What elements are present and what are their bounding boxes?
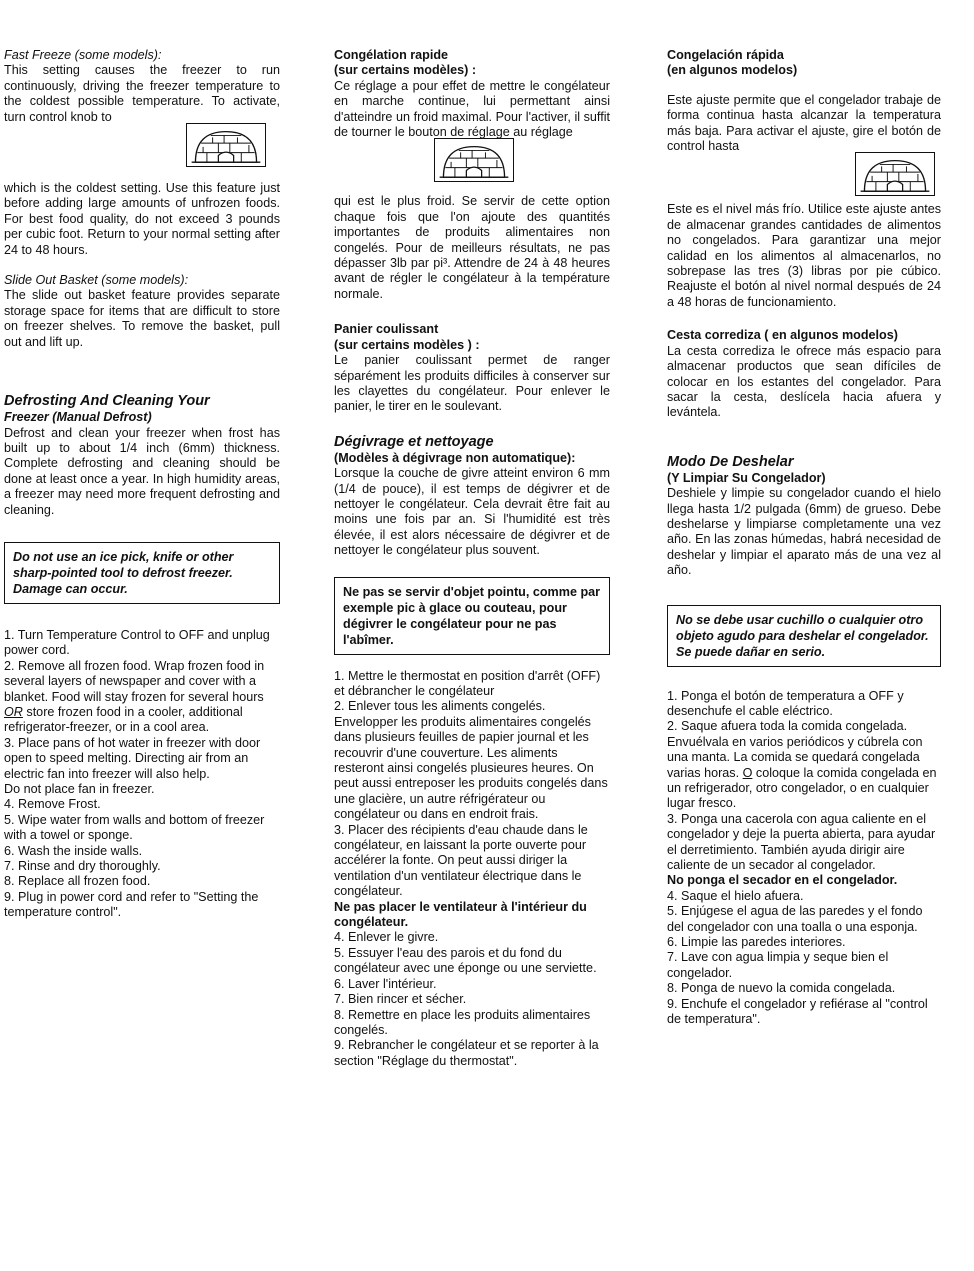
step-2: 2. Remove all frozen food. Wrap frozen food in several layers of newspaper and cover with a blanket. Food will stay frozen for several hours OR store frozen food in a cooler, additional refrigerator-freezer, or in a cool area. [4,658,265,735]
fr-cong-sub: (sur certains modèles) : [334,63,477,78]
fr-defrost-steps [334,669,610,1070]
defrost-text: Defrost and clean your freezer when frost has built up to about 1/4 inch (6mm) thickness. Complete defrosting and cleaning should be done at least once a year. In high humidity areas, a freezer may need more frequent defrosting and cleaning. [4,425,280,517]
fr-warning-box: Ne pas se servir d'objet pointu, comme par exemple pic à glace ou couteau, pour dégivrer le congélateur pour ne pas l'abîmer. [334,577,610,655]
fr-degivrage-title: Dégivrage et nettoyage [334,433,494,450]
es-step-6: 6. Limpie las paredes interiores. [667,935,846,950]
fr-step-8: 8. Remettre en place les produits alimentaires congelés. [334,1007,591,1037]
step-3: 3. Place pans of hot water in freezer with door open to speed melting. Directing air from an electric fan into freezer will also help. Do not place fan in freezer. [4,735,261,796]
english-column [4,30,280,921]
es-cong-sub: (en algunos modelos) [667,63,798,78]
fr-panier-text: Le panier coulissant permet de ranger séparément les produits difficiles à conserver sur les clayettes du congélateur. Pour enlever le panier, le tirer en le soulevant. [334,353,610,414]
step-4: 4. Remove Frost. [4,797,101,812]
fr-step-3: 3. Placer des récipients d'eau chaude dans le congélateur, en laissant la porte ouverte pour accélérer la fonte. On peut aussi diriger la ventilation d'un ventilateur électrique dans le congélateur. Ne pas placer le ventilateur à l'intérieur du congélateur. [334,822,588,930]
fr-step-5: 5. Essuyer l'eau des parois et du fond du congélateur avec une éponge ou une serviette. [334,945,597,976]
es-step-7: 7. Lave con agua limpia y seque bien el congelador. [667,950,889,980]
fast-freeze-text: This setting causes the freezer to run continuously, driving the freezer temperature to the coldest possible temperature. To activate, turn control knob to [4,63,280,124]
step-6: 6. Wash the inside walls. [4,843,143,858]
igloo-icon [186,123,266,167]
french-column [334,30,610,1069]
es-step-2: 2. Saque afuera toda la comida congelada. Envuélvala en varios periódicos y cúbrela con una manta. La comida se quedará congelada varias horas. O coloque la comida congelada en un refrigerador, otro congelador, o en cualquier lugar fresco. [667,719,937,811]
fast-freeze-title: Fast Freeze (some models): [4,48,162,62]
fr-step-9: 9. Rebrancher le congélateur et se reporter à la section "Réglage du thermostat". [334,1038,599,1068]
slide-basket-text: The slide out basket feature provides separate storage space for items that are difficult to store on freezer shelves. To remove the basket, pull out and lift up. [4,288,280,349]
es-deshelar-text: Deshiele y limpie su congelador cuando el hielo llega hasta 1/2 pulgada (6mm) de grueso. Debe deshelarse y limpiarse completamente una vez año. En las zonas húmedas, habrá necesidad de deshelar y limpiar el aparato más de una vez al año. [667,486,941,578]
fr-cong-after: qui est le plus froid. Se servir de cette option chaque fois que l'on ajoute des quantités importantes de produits alimentaires non congelés. Pour de meilleurs résultats, ne pas dépasser 3lb par pi³. Attendre de 24 à 48 heures avant de régler le congélateur à la température normale. [334,194,610,301]
step-5: 5. Wipe water from walls and bottom of freezer with a towel or sponge. [4,812,265,843]
es-step-3: 3. Ponga una cacerola con agua caliente en el congelador y deje la puerta abierta, para ayudar el derretimiento. También ayuda dirigir aire caliente de un secador al congelador. No ponga el secador en el congelador. [667,811,936,888]
es-cesta-title: Cesta corrediza ( en algunos modelos) [667,328,898,343]
fr-degivrage-sub: (Modèles à dégivrage non automatique): [334,450,576,465]
step-1: 1. Turn Temperature Control to OFF and unplug power cord. [4,627,270,658]
es-defrost-steps [667,689,941,1028]
es-warning-box: No se debe usar cuchillo o cualquier otro objeto agudo para deshelar el congelador. Se puede dañar en serio. [667,605,941,667]
warning-box: Do not use an ice pick, knife or other sharp-pointed tool to defrost freezer. Damage can occur. [4,542,280,604]
fr-degivrage-text: Lorsque la couche de givre atteint environ 6 mm (1/4 de pouce), il est temps de dégivrer et de nettoyer le congélateur. Cela devrait être fait au moins une fois par an. Si l'humidité est très élevée, il est alors nécessaire de dégivrer et de nettoyer le congélateur plus souvent. [334,466,610,558]
igloo-icon [855,152,935,196]
es-step-5: 5. Enjúgese el agua de las paredes y el fondo del congelador con una toalla o una esponja. [667,904,923,934]
fr-panier-sub: (sur certains modèles ) : [334,337,480,352]
fr-step-4: 4. Enlever le givre. [334,930,439,945]
defrost-subtitle: Freezer (Manual Defrost) [4,410,152,425]
fr-step-2: 2. Enlever tous les aliments congelés. Envelopper les produits alimentaires congelés dans plusieurs feuilles de papier journal et les recouvrir d'une couverture. Les aliments resteront ainsi congelés plusieures heures. On peut aussi entreposer les produits congelés dans une glacière, un autre réfrigérateur ou congélateur ou dans en endroit frais. [334,699,608,822]
fr-step-1: 1. Mettre le thermostat en position d'arrêt (OFF) et débrancher le congélateur [334,668,601,698]
defrost-title: Defrosting And Cleaning Your [4,393,210,410]
step-7: 7. Rinse and dry thoroughly. [4,859,161,874]
fr-panier-title: Panier coulissant [334,322,439,337]
step-9: 9. Plug in power cord and refer to "Setting the temperature control". [4,889,259,920]
step-8: 8. Replace all frozen food. [4,874,151,889]
fr-cong-title: Congélation rapide [334,48,449,62]
es-cong-text: Este ajuste permite que el congelador trabaje de forma continua hasta alcanzar la temperatura más baja. Para activar el ajuste, gire el botón de control hasta [667,92,941,154]
igloo-icon [434,138,514,182]
es-deshelar-sub: (Y Limpiar Su Congelador) [667,470,826,485]
fast-freeze-after: which is the coldest setting. Use this feature just before adding large amounts of unfrozen foods. For best food quality, do not exceed 3 pounds per cubic foot. Return to your normal setting after 24 to 48 hours. [4,181,280,257]
fr-step-6: 6. Laver l'intérieur. [334,976,437,991]
es-step-8: 8. Ponga de nuevo la comida congelada. [667,981,896,996]
es-cesta-text: La cesta corrediza le ofrece más espacio para almacenar productos que sean difíciles de colocar en los estantes del congelador. Para sacar la cesta, deslícela hacia afuera y levántela. [667,343,941,420]
spanish-column [667,30,941,1028]
es-cong-title: Congelación rápida [667,48,784,62]
es-deshelar-title: Modo De Deshelar [667,453,794,470]
slide-basket-title: Slide Out Basket (some models): [4,273,189,288]
fr-cong-text: Ce réglage a pour effet de mettre le congélateur en marche continue, lui permettant ainsi d'atteindre un froid maximal. Pour l'activer, il suffit de tourner le bouton de réglage au réglage [334,78,610,140]
es-step-9: 9. Enchufe el congelador y refiérase al "control de temperatura". [667,996,928,1027]
defrost-steps [4,628,280,921]
es-cong-after: Este es el nivel más frío. Utilice este ajuste antes de almacenar grandes cantidades de alimentos no congelados. Para garantizar una mejor calidad en los alimentos al almacenarlos, no sobrepase las tres (3) libras por pie cúbico. Reajuste el botón al nivel normal después de 24 a 48 horas de funcionamiento. [667,202,941,309]
es-step-1: 1. Ponga el botón de temperatura a OFF y desenchufe el cable eléctrico. [667,688,904,718]
fr-step-7: 7. Bien rincer et sécher. [334,992,467,1007]
es-step-4: 4. Saque el hielo afuera. [667,888,804,903]
